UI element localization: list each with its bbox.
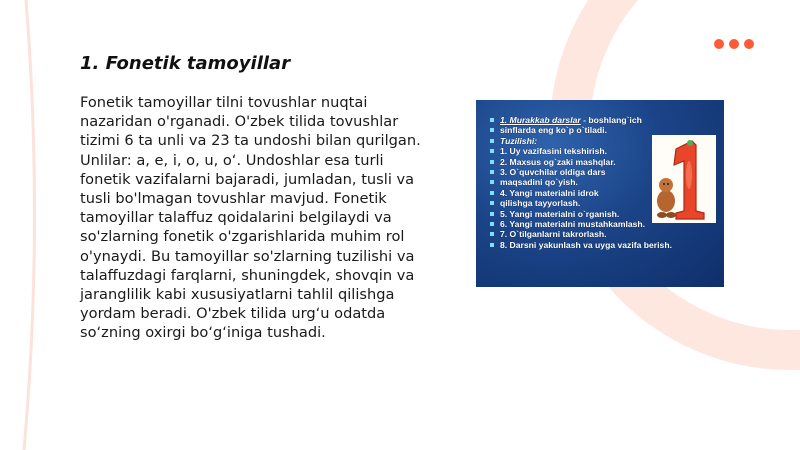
list-item: qilishga tayyorlash. xyxy=(490,198,720,208)
number-one-highlight xyxy=(686,161,692,189)
list-item: Tuzilishi: xyxy=(490,136,720,146)
left-arc xyxy=(24,0,35,450)
bear-eye xyxy=(667,183,669,185)
bear-body xyxy=(657,190,675,212)
list-item: sinflarda eng ko`p o`tiladi. xyxy=(490,125,720,135)
dots-menu-icon xyxy=(714,39,754,49)
page-title: 1. Fonetik tamoyillar xyxy=(80,53,291,74)
slide-text: - boshlang`ich xyxy=(580,115,642,125)
dot-icon xyxy=(714,39,724,49)
bear-foot xyxy=(666,212,676,218)
dot-icon xyxy=(729,39,739,49)
list-item: 8. Darsni yakunlash va uyga vazifa berish. xyxy=(490,240,720,250)
list-item: 7. O`tilganlarni takrorlash. xyxy=(490,229,720,239)
bear-head xyxy=(659,178,673,192)
flower-icon xyxy=(687,140,693,146)
list-item: 2. Maxsus og`zaki mashqlar. xyxy=(490,157,720,167)
list-item xyxy=(490,115,720,125)
body-paragraph: Fonetik tamoyillar tilni tovushlar nuqtai nazaridan o'rganadi. O'zbek tilida tovushlar tizimi 6 ta unli va 23 ta undoshi bilan qurilgan. Unlilar: a, e, i, o, u, o‘. Undoshlar esa turli fonetik vazifalarni bajaradi, jumladan, tusli va tusli bo'lmagan tovushlar mavjud. Fonetik tamoyillar talaffuz qoidalarini belgilaydi va so'zlarning fonetik o'zgarishlarida muhim rol o'ynaydi. Bu tamoyillar so'zlarning tuzilishi va talaffuzdagi farqlarni, shuningdek, shovqin va jaranglilik kabi xususiyatlarni tahlil qilishga yordam beradi. O'zbek tilida urg‘u odatda so‘zning oxirgi bo‘g‘iniga tushadi. xyxy=(80,94,421,342)
list-item: 6. Yangi materialni mustahkamlash. xyxy=(490,219,720,229)
slide-image xyxy=(476,100,724,287)
list-item: maqsadini qo`yish. xyxy=(490,177,720,187)
bear-foot xyxy=(657,212,667,218)
list-item: 1. Uy vazifasini tekshirish. xyxy=(490,146,720,156)
dot-icon xyxy=(744,39,754,49)
slide-link-text: 1. Murakkab darslar xyxy=(500,115,581,125)
bear-eye xyxy=(663,183,665,185)
number-one-illustration xyxy=(652,135,716,223)
list-item: 5. Yangi materialni o`rganish. xyxy=(490,209,720,219)
number-one-character-icon xyxy=(652,135,716,223)
list-item: 3. O`quvchilar oldiga dars xyxy=(490,167,720,177)
list-item: 4. Yangi materialni idrok xyxy=(490,188,720,198)
